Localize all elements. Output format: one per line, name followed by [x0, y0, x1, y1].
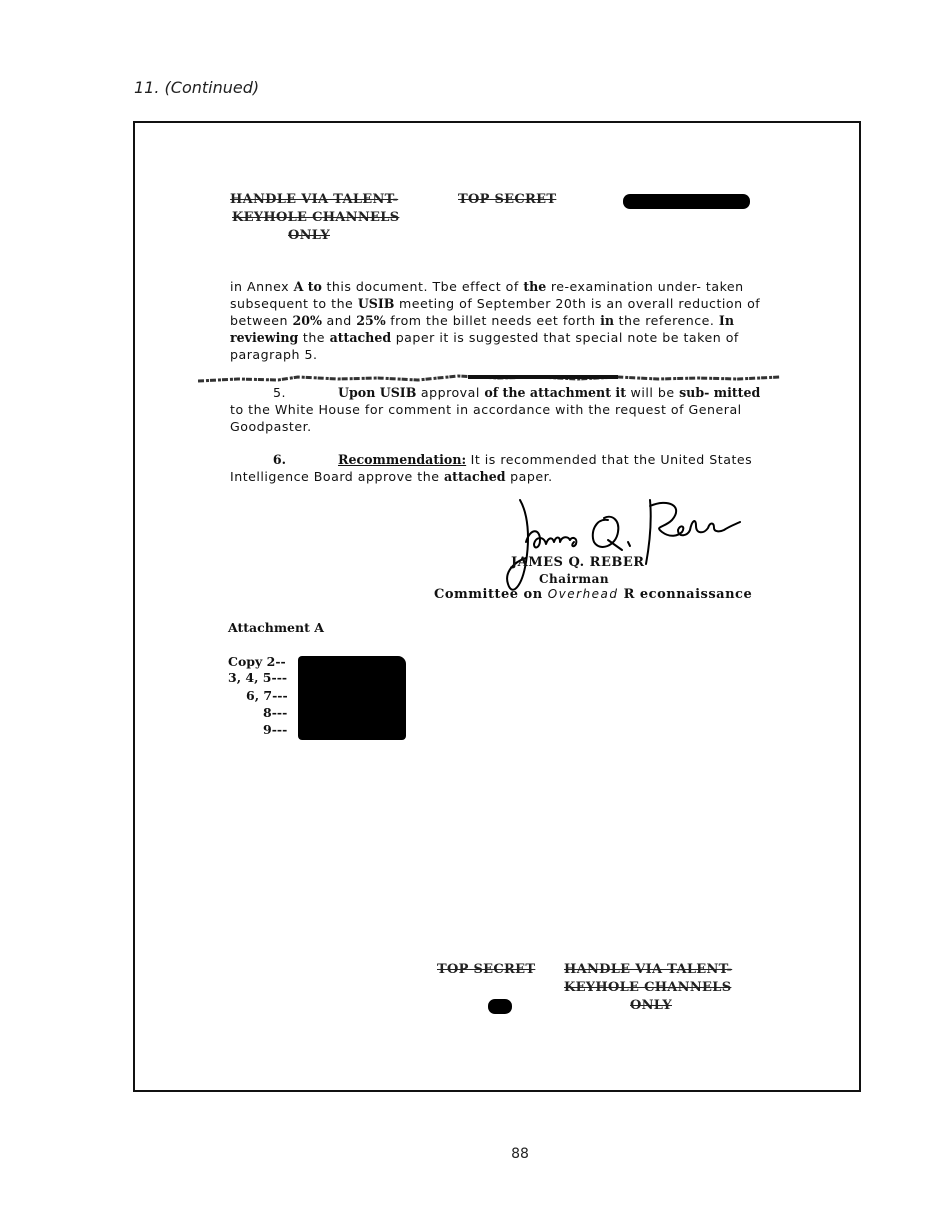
top-redaction [623, 194, 750, 209]
signer-name: JAMES Q. REBER [511, 555, 645, 570]
bottom-marking-only: ONLY [630, 998, 672, 1013]
copy-line-1: Copy 2-- [228, 654, 286, 669]
copy-line-3: 6, 7--- [246, 688, 288, 703]
paragraph-6: 6. Recommendation: It is recommended that the United States Intelligence Board approve the attached paper. [230, 452, 753, 484]
attachment-label: Attachment A [228, 620, 324, 635]
distribution-redaction [298, 656, 406, 740]
top-marking-keyhole: KEYHOLE CHANNELS [232, 210, 400, 225]
copy-line-2: 3, 4, 5--- [228, 670, 288, 685]
paragraph-5: 5. Upon USIB approval of the attachment it will be sub- mitted to the White House for comment in accordance with the request of General Goodpaster. [230, 385, 761, 434]
bottom-marking-keyhole: KEYHOLE CHANNELS [564, 980, 732, 995]
paragraph-4: in Annex A to this document. Tbe effect of the re-examination under- taken subsequent to the USIB meeting of September 20th is an overall reduction of between 20% and 25% from the billet needs eet forth in the reference. In reviewing the attached paper it is suggested that special note be taken of paragraph 5. [230, 279, 761, 362]
signer-title: Chairman [539, 572, 610, 586]
bottom-marking-top-secret: TOP SECRET [437, 962, 536, 977]
bottom-marking-handle-via: HANDLE VIA TALENT- [564, 962, 733, 977]
page-number: 88 [511, 1146, 529, 1162]
top-marking-handle-via: HANDLE VIA TALENT- [230, 192, 399, 207]
top-marking-only: ONLY [288, 228, 330, 243]
copy-line-5: 9--- [263, 722, 288, 737]
copy-line-4: 8--- [263, 705, 288, 720]
document-frame [133, 121, 861, 1092]
bottom-redaction [488, 999, 512, 1014]
page-heading: 11. (Continued) [134, 78, 260, 97]
top-marking-top-secret: TOP SECRET [458, 192, 557, 207]
committee-line: Committee on Overhead R econnaissance [434, 587, 753, 602]
